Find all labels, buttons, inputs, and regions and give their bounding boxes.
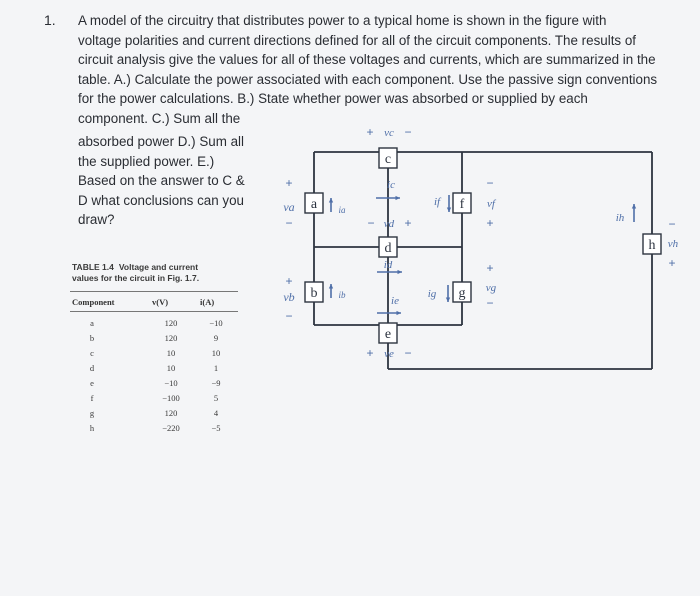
vc-plus: + <box>366 125 374 139</box>
ic-label: ic <box>387 179 395 191</box>
vf-label: vf <box>487 198 495 210</box>
vf-plus: + <box>486 216 494 230</box>
table-cell-current: 5 <box>213 393 219 403</box>
table-title: Voltage and current <box>118 262 199 272</box>
table-header-voltage: v(V) <box>152 297 169 307</box>
table-cell-component: c <box>90 348 94 358</box>
table-cell-component: e <box>90 378 94 388</box>
vd-plus: + <box>404 216 412 230</box>
vf-minus: − <box>486 176 494 190</box>
ia-label: ia <box>338 205 346 215</box>
ia-arrow-head <box>329 198 333 203</box>
table-cell-voltage: 120 <box>164 318 178 328</box>
id-label: id <box>383 259 393 271</box>
id-arrow-head <box>397 270 402 274</box>
question-line: component. C.) Sum all the <box>78 111 241 126</box>
ie-arrow-head <box>396 311 401 315</box>
ig-label: ig <box>427 288 437 300</box>
question-line: the supplied power. E.) <box>78 153 215 169</box>
ig-arrow-head <box>446 297 450 302</box>
table-tag: TABLE 1.4 <box>72 262 114 272</box>
table-cell-current: −5 <box>211 423 221 433</box>
question-line: D what conclusions can you <box>78 192 244 208</box>
component-h-label: h <box>648 238 656 253</box>
ve-label: ve <box>384 348 394 360</box>
va-plus: + <box>285 176 293 190</box>
ve-plus: + <box>366 346 374 360</box>
ib-arrow-head <box>329 284 333 289</box>
ve-minus: − <box>404 346 412 360</box>
vc-minus: − <box>404 125 412 139</box>
table-cell-component: g <box>89 408 95 418</box>
component-a-label: a <box>310 197 318 212</box>
question-line: for the power calculations. B.) State whether power was absorbed or supplied by each <box>78 91 588 107</box>
table-cell-current: −9 <box>211 378 221 388</box>
if-arrow-head <box>447 207 451 212</box>
ie-label: ie <box>391 295 399 307</box>
vb-minus: − <box>285 309 293 323</box>
table-cell-voltage: 120 <box>164 408 178 418</box>
table-cell-voltage: −220 <box>162 423 180 433</box>
question-line: table. A.) Calculate the power associated with each component. Use the passive sign conventions <box>78 71 658 87</box>
table-cell-component: d <box>89 363 95 373</box>
vh-plus: + <box>668 256 676 270</box>
vg-plus: + <box>486 261 494 275</box>
if-label: if <box>433 196 441 208</box>
question-line: absorbed power D.) Sum all <box>78 134 244 149</box>
table-header-component: Component <box>72 297 115 307</box>
va-minus: − <box>285 216 293 230</box>
ic-arrow-head <box>395 196 400 200</box>
question-line: circuit analysis give the values for all of these voltages and currents, which are summarized in the <box>78 52 656 68</box>
table-cell-current: −10 <box>209 318 223 328</box>
vd-label: vd <box>383 218 395 230</box>
component-d-label: d <box>384 241 392 256</box>
table-cell-current: 9 <box>213 333 219 343</box>
question-line: Based on the answer to C & <box>78 173 245 189</box>
component-e-label: e <box>384 327 392 342</box>
vg-label: vg <box>485 282 497 294</box>
table-cell-component: b <box>89 333 95 343</box>
table-cell-current: 10 <box>211 348 221 358</box>
table-cell-voltage: 120 <box>164 333 178 343</box>
table-cell-component: f <box>90 393 94 403</box>
table-cell-voltage: −100 <box>162 393 180 403</box>
question-number: 1. <box>44 12 56 28</box>
vb-label: vb <box>283 290 295 304</box>
ih-arrow-head <box>632 204 636 209</box>
table-cell-component: h <box>89 423 95 433</box>
ih-label: ih <box>615 212 625 224</box>
component-c-label: c <box>384 152 392 167</box>
table-cell-current: 1 <box>213 363 219 373</box>
table-cell-voltage: −10 <box>164 378 178 388</box>
vc-label: vc <box>384 127 394 139</box>
table-cell-voltage: 10 <box>166 363 176 373</box>
vd-minus: − <box>367 216 375 230</box>
va-label: va <box>283 200 295 214</box>
table-cell-voltage: 10 <box>166 348 176 358</box>
table-title-line2: values for the circuit in Fig. 1.7. <box>72 273 200 283</box>
table-header-current: i(A) <box>200 297 215 307</box>
vh-label: vh <box>667 238 679 250</box>
vg-minus: − <box>486 296 494 310</box>
component-g-label: g <box>458 286 466 301</box>
question-line: draw? <box>78 212 115 228</box>
component-f-label: f <box>459 197 465 212</box>
table-cell-current: 4 <box>213 408 219 418</box>
component-b-label: b <box>310 286 318 301</box>
question-line: voltage polarities and current directions defined for all of the circuit components. The results of <box>78 32 636 48</box>
question-line: A model of the circuitry that distributes power to a typical home is shown in the figure with <box>78 13 607 28</box>
vh-minus: − <box>668 217 676 231</box>
ib-label: ib <box>338 290 346 300</box>
table-cell-component: a <box>90 318 94 328</box>
vb-plus: + <box>285 274 293 288</box>
